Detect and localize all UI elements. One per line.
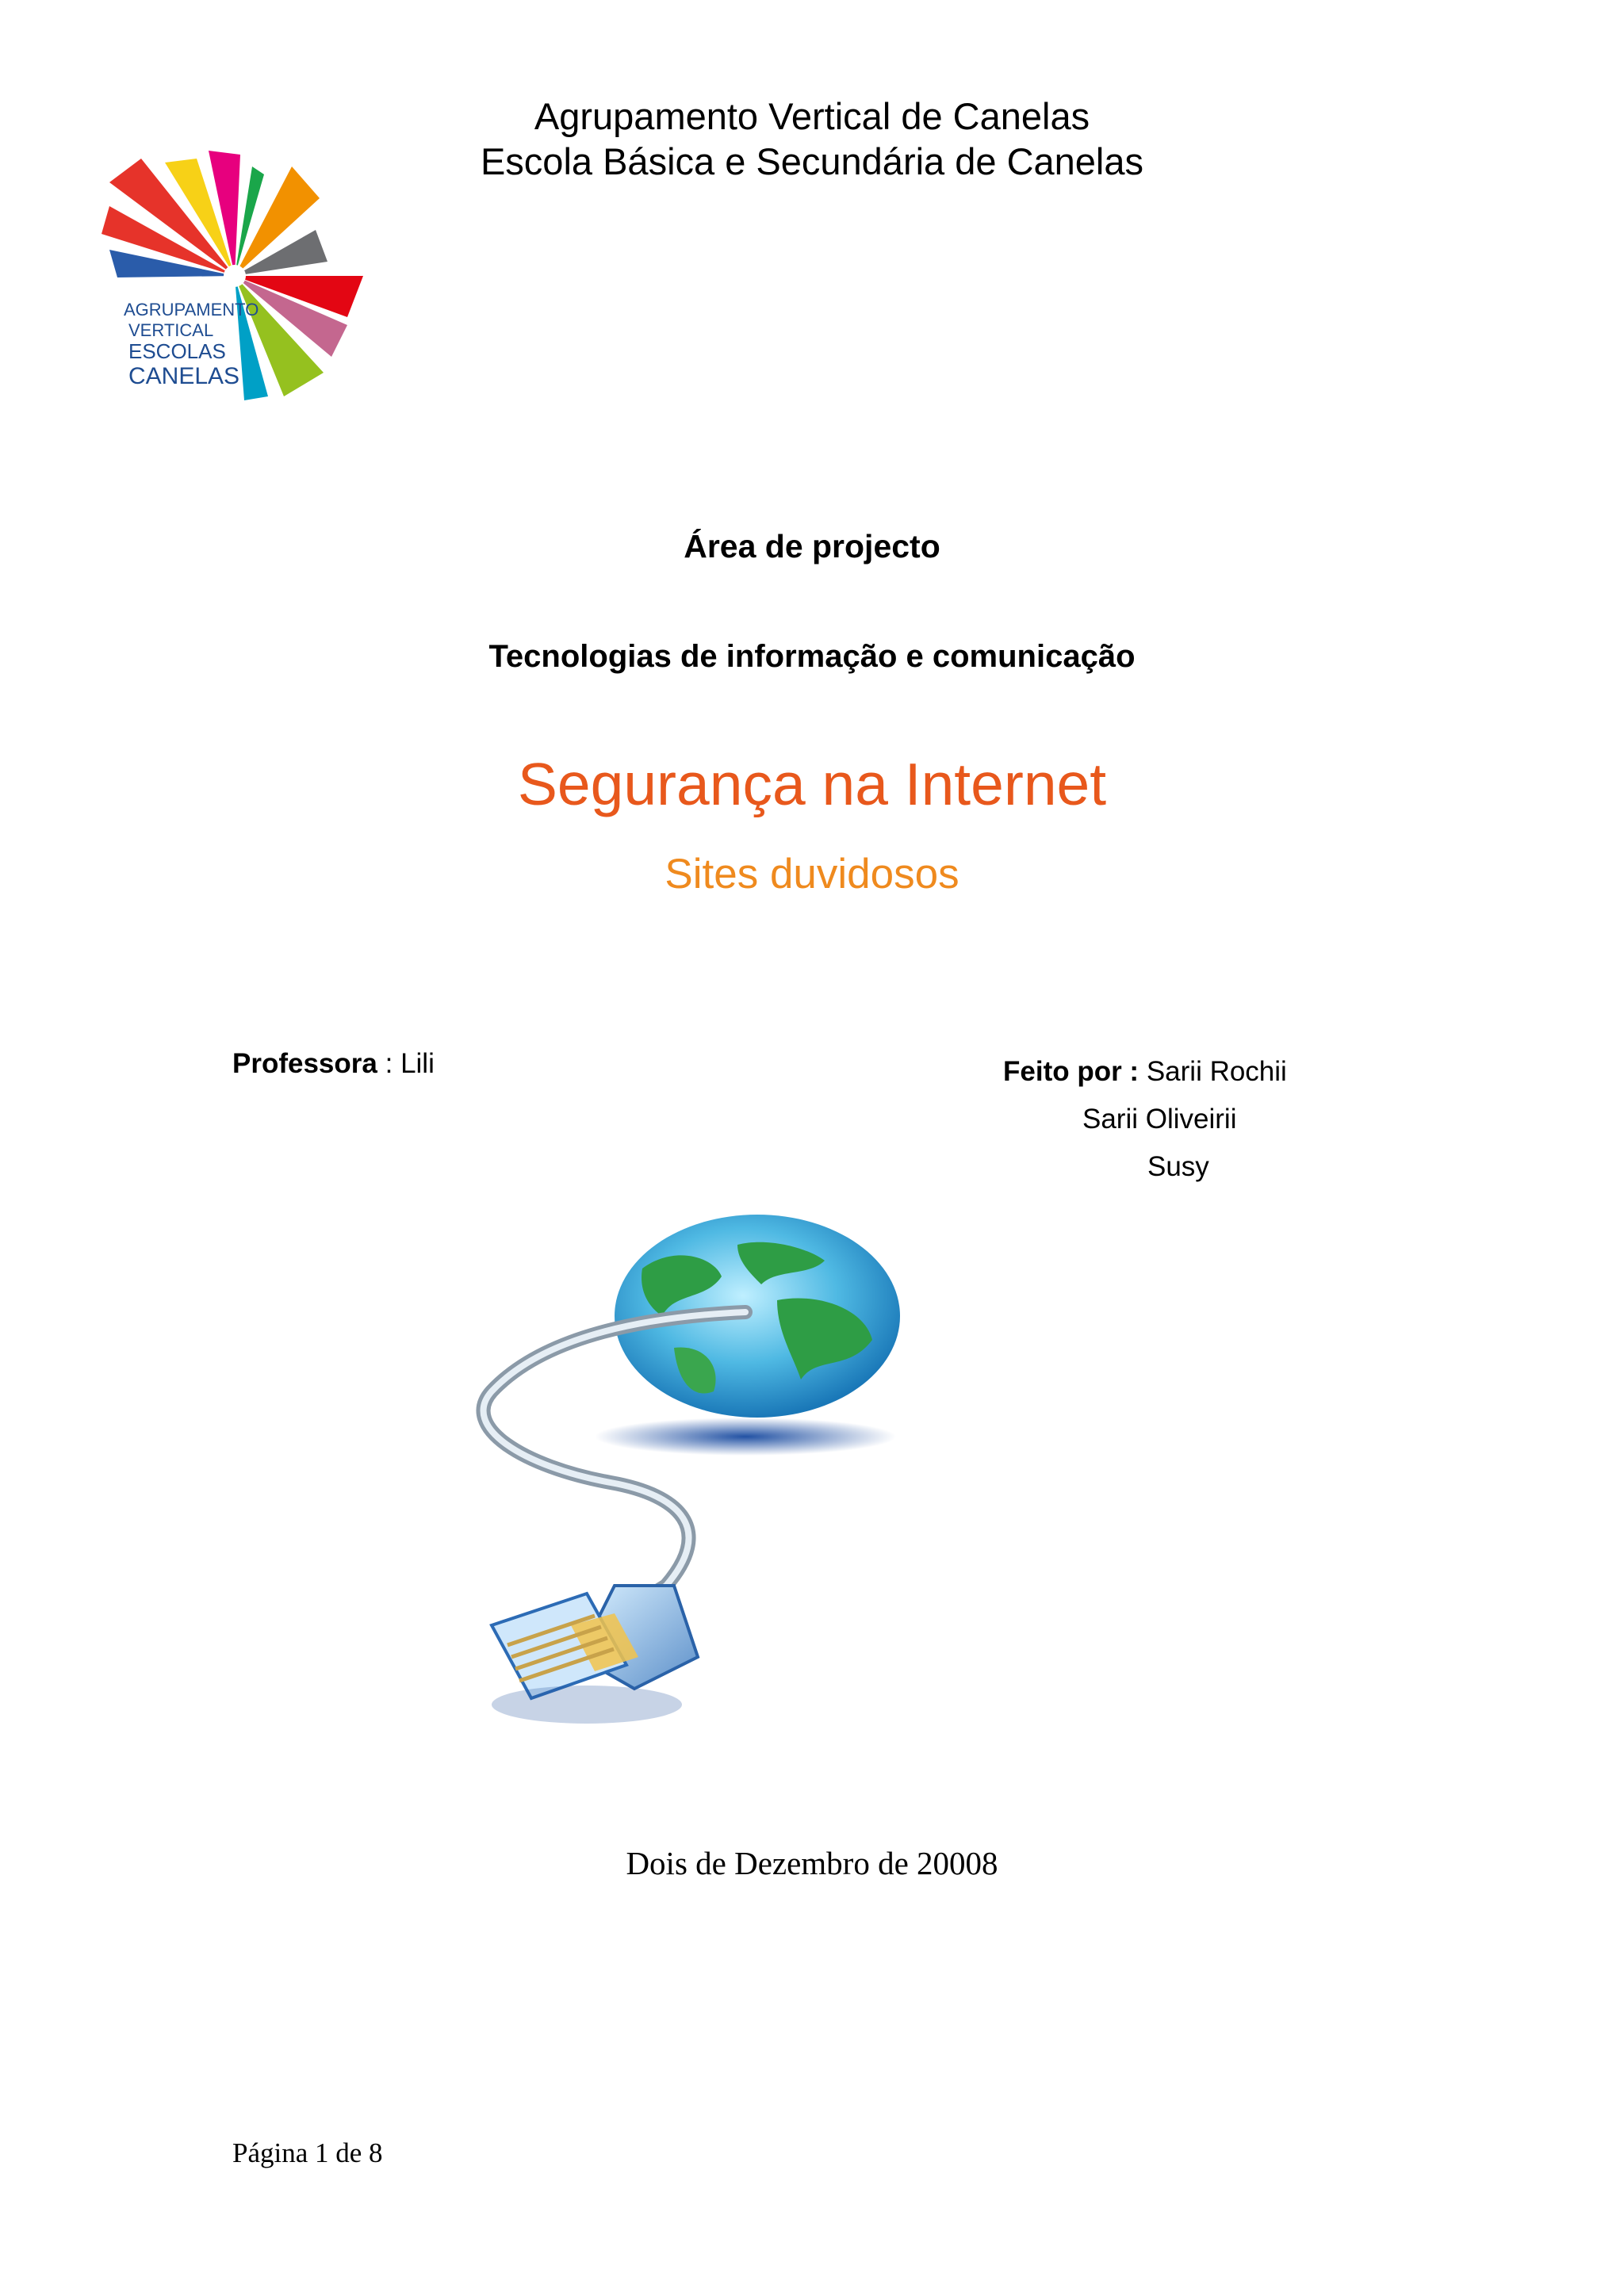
- rj45-plug-icon: [492, 1586, 698, 1724]
- teacher-name: Lili: [400, 1048, 435, 1079]
- subject-title: Tecnologias de informação e comunicação: [488, 639, 1136, 674]
- logo-text-line1: AGRUPAMENTO: [124, 300, 259, 320]
- logo-text-line3: ESCOLAS: [128, 339, 226, 363]
- authors-label: Feito por :: [1003, 1056, 1139, 1087]
- logo-text-line4: CANELAS: [128, 363, 240, 389]
- school-group-name: Agrupamento Vertical de Canelas: [534, 95, 1090, 137]
- teacher-label: Professora: [232, 1048, 377, 1079]
- teacher-separator: :: [377, 1048, 401, 1079]
- document-date: Dois de Dezembro de 20008: [626, 1845, 998, 1881]
- author-name: Sarii Oliveirii: [1082, 1104, 1237, 1135]
- school-name: Escola Básica e Secundária de Canelas: [480, 140, 1144, 182]
- author-name: Susy: [1147, 1151, 1209, 1182]
- authors-credit: [1003, 1048, 1287, 1191]
- school-logo: [94, 143, 376, 412]
- globe-network-cable-illustration: [476, 1213, 936, 1752]
- page-number: Página 1 de 8: [232, 2137, 383, 2168]
- globe-icon: [595, 1215, 900, 1456]
- document-subtitle: Sites duvidosos: [665, 851, 959, 897]
- teacher-credit: [232, 1048, 435, 1080]
- area-title: Área de projecto: [684, 528, 940, 564]
- logo-text-line2: VERTICAL: [128, 320, 214, 340]
- document-title: Segurança na Internet: [517, 751, 1107, 817]
- author-name: Sarii Rochii: [1146, 1056, 1287, 1087]
- author-line-1: [1003, 1048, 1287, 1096]
